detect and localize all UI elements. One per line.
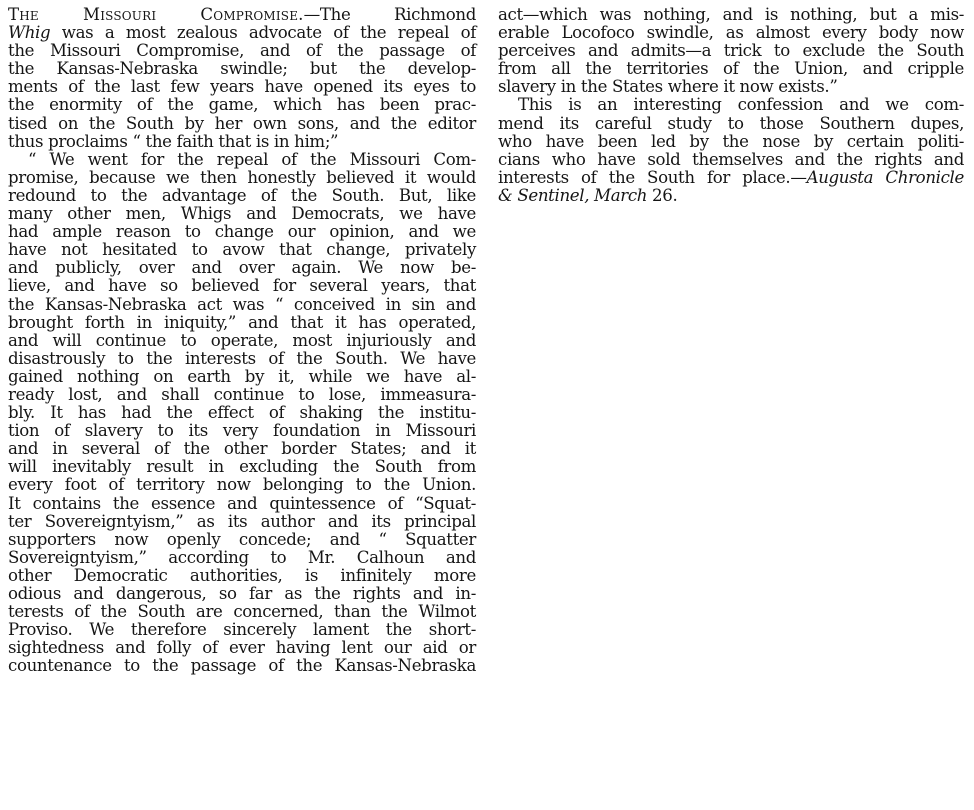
line-text: odious and dangerous, so far as the rights and in- [8,584,476,603]
text-line [498,60,964,78]
text-line [498,133,964,151]
line-text: cians who have sold themselves and the rights and [498,149,964,169]
line-text: act—which was nothing, and is nothing, but a mis- [498,5,964,24]
article-column-left [8,6,476,675]
line-text: This is an interesting confession and we com- [518,95,964,115]
line-text: 26. [647,185,678,205]
text-line [8,603,476,621]
line-text: countenance to the passage of the Kansas-Nebraska [8,656,476,676]
article-column-right [498,6,964,205]
text-line [8,115,476,133]
text-line [8,513,476,531]
line-text: the Kansas-Nebraska swindle; but the develop- [8,59,476,79]
text-line [498,78,964,96]
text-line [8,169,476,187]
line-text: sightedness and folly of ever having lent our aid or [8,638,476,658]
line-text: “ We went for the repeal of the Missouri Com- [28,149,476,169]
text-line [8,440,476,458]
line-text: the enormity of the game, which has been prac- [8,95,476,115]
text-line [8,60,476,78]
line-text: bly. It has had the effect of shaking the institu- [8,403,476,423]
text-line [8,495,476,513]
text-line [8,458,476,476]
text-line [8,78,476,96]
text-line [8,621,476,639]
line-text: many other men, Whigs and Democrats, we have [8,204,476,224]
line-text: from all the territories of the Union, and cripple [498,59,964,79]
line-text: had ample reason to change our opinion, and we [8,222,476,242]
line-text: terests of the South are concerned, than the Wilmot [8,602,476,622]
text-line [8,151,476,169]
text-line [8,332,476,350]
text-line [8,368,476,386]
text-line [8,314,476,332]
text-line [8,205,476,223]
line-text: every foot of territory now belonging to the Union. [8,475,476,495]
line-text: the Missouri Compromise, and of the passage of [8,41,476,61]
line-text: lieve, and have so believed for several years, that [8,276,476,296]
italic-text: & Sentinel, March [498,185,648,205]
text-line [8,657,476,675]
text-line [8,567,476,585]
line-text: erable Locofoco swindle, as almost every body now [498,23,964,43]
text-line [8,296,476,314]
line-text: redound to the advantage of the South. But, like [8,185,476,205]
text-line [8,386,476,404]
source-citation: Augusta Chronicle [806,167,964,187]
text-line [8,42,476,60]
text-line [8,422,476,440]
line-text: disastrously to the interests of the South. We have [8,348,476,368]
line-text: ments of the last few years have opened its eyes to [8,77,476,97]
line-text: thus proclaims “ the faith that is in him;” [8,131,339,151]
line-text: and publicly, over and over again. We now be- [8,258,476,278]
text-line [8,96,476,114]
text-line [8,639,476,657]
text-line [498,96,964,114]
text-line [498,169,964,187]
text-line [498,42,964,60]
text-line [8,24,476,42]
line-text: have not hesitated to avow that change, privately [8,240,476,260]
text-line [8,133,476,151]
text-line [8,259,476,277]
text-line [8,476,476,494]
text-line [498,115,964,133]
text-line [8,277,476,295]
text-line [8,585,476,603]
line-text: tion of slavery to its very foundation in Missouri [8,421,476,441]
text-line [8,223,476,241]
line-text: will inevitably result in excluding the South from [8,457,476,477]
line-text: who have been led by the nose by certain politi- [498,131,964,151]
line-text: tised on the South by her own sons, and the editor [8,113,476,133]
line-text: slavery in the States where it now exists.” [498,77,838,97]
line-text: brought forth in iniquity,” and that it has operated, [8,312,476,332]
line-text: the Kansas-Nebraska act was “ conceived in sin and [8,294,476,314]
text-line [8,404,476,422]
line-text: was a most zealous advocate of the repeal of [50,23,476,43]
text-line [8,241,476,259]
line-text: promise, because we then honestly believed it would [8,167,476,187]
italic-text: Whig [8,23,51,43]
line-text: Proviso. We therefore sincerely lament the short- [8,620,476,640]
text-line [8,531,476,549]
line-text: other Democratic authorities, is infinitely more [8,565,476,585]
text-line [498,151,964,169]
text-line [498,24,964,42]
line-text: interests of the South for place.— [498,167,807,187]
text-line [8,6,476,24]
line-text: Sovereigntyism,” according to Mr. Calhoun and [8,547,476,567]
line-text: It contains the essence and quintessence of “Squat- [8,493,476,513]
text-line [8,549,476,567]
text-line [8,187,476,205]
line-text: ready lost, and shall continue to lose, immeasura- [8,384,476,404]
line-text: mend its careful study to those Southern dupes, [498,113,964,133]
line-text: supporters now openly concede; and “ Squatter [8,529,476,549]
line-text: ter Sovereigntyism,” as its author and its principal [8,511,476,531]
text-line [498,6,964,24]
line-text: gained nothing on earth by it, while we have al- [8,366,476,386]
line-text: and will continue to operate, most injuriously and [8,330,476,350]
line-text: perceives and admits—a trick to exclude the South [498,41,964,61]
line-text: —The Richmond [303,5,476,24]
article-title: The Missouri Compromise. [8,5,304,24]
text-line [498,187,964,205]
text-line [8,350,476,368]
line-text: and in several of the other border States; and it [8,439,476,459]
